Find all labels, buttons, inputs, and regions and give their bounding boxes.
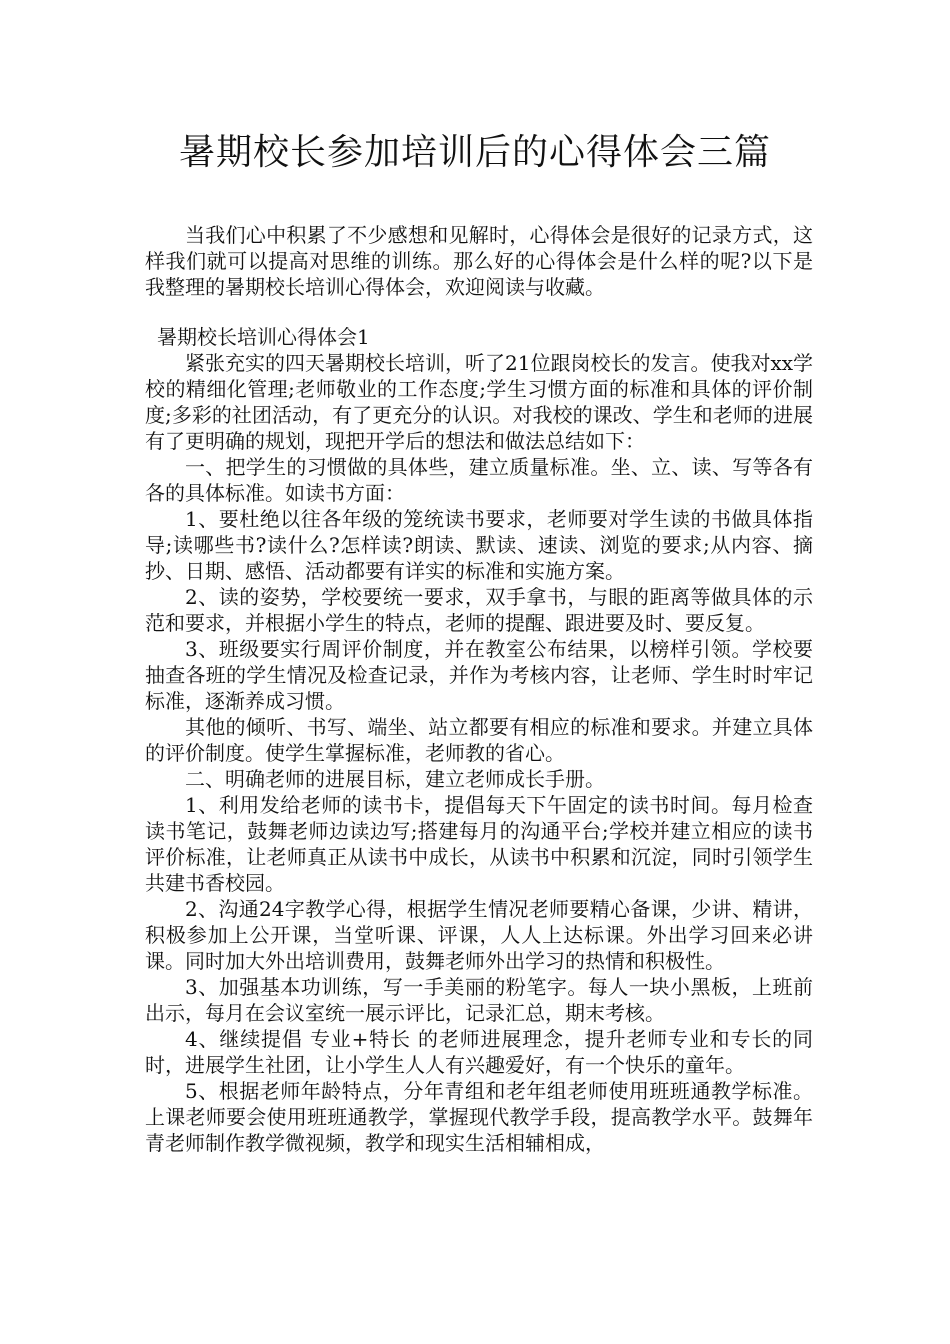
body-paragraph: 4、继续提倡 专业+特长 的老师进展理念，提升老师专业和专长的同时，进展学生社团，让小学生人人有兴趣爱好，有一个快乐的童年。	[145, 1027, 813, 1077]
body-paragraph: 2、沟通24字教学心得，根据学生情况老师要精心备课，少讲、精讲，积极参加上公开课，当堂听课、评课，人人上达标课。外出学习回来必讲课。同时加大外出培训费用，鼓舞老师外出学习的热情和积极性。	[145, 897, 813, 973]
body-paragraph: 1、要杜绝以往各年级的笼统读书要求，老师要对学生读的书做具体指导;读哪些书?读什么?怎样读?朗读、默读、速读、浏览的要求;从内容、摘抄、日期、感悟、活动都要有详实的标准和实施方案。	[145, 507, 813, 583]
body-paragraph: 紧张充实的四天暑期校长培训，听了21位跟岗校长的发言。使我对xx学校的精细化管理;老师敬业的工作态度;学生习惯方面的标准和具体的评价制度;多彩的社团活动，有了更充分的认识。对我校的课改、学生和老师的进展有了更明确的规划，现把开学后的想法和做法总结如下：	[145, 351, 814, 453]
body-paragraph: 二、明确老师的进展目标，建立老师成长手册。	[185, 767, 605, 791]
body-paragraph: 3、班级要实行周评价制度，并在教室公布结果，以榜样引领。学校要抽查各班的学生情况及检查记录，并作为考核内容，让老师、学生时时牢记标准，逐渐养成习惯。	[145, 637, 813, 713]
intro-paragraph: 当我们心中积累了不少感想和见解时，心得体会是很好的记录方式，这样我们就可以提高对思维的训练。那么好的心得体会是什么样的呢?以下是我整理的暑期校长培训心得体会，欢迎阅读与收藏。	[145, 223, 813, 299]
document-title: 暑期校长参加培训后的心得体会三篇	[178, 132, 771, 173]
body-paragraph: 一、把学生的习惯做的具体些，建立质量标准。坐、立、读、写等各有各的具体标准。如读书方面：	[145, 455, 813, 505]
body-paragraph: 2、读的姿势，学校要统一要求，双手拿书，与眼的距离等做具体的示范和要求，并根据小学生的特点，老师的提醒、跟进要及时、要反复。	[145, 585, 813, 635]
body-paragraph: 5、根据老师年龄特点，分年青组和老年组老师使用班班通教学标准。上课老师要会使用班班通教学，掌握现代教学手段，提高教学水平。鼓舞年青老师制作教学微视频，教学和现实生活相辅相成，	[145, 1079, 813, 1155]
section-heading: 暑期校长培训心得体会1	[157, 325, 370, 349]
body-paragraph: 3、加强基本功训练，写一手美丽的粉笔字。每人一块小黑板，上班前出示，每月在会议室统一展示评比，记录汇总，期末考核。	[145, 975, 813, 1025]
document-body	[145, 222, 813, 1156]
body-paragraph: 1、利用发给老师的读书卡，提倡每天下午固定的读书时间。每月检查读书笔记，鼓舞老师边读边写;搭建每月的沟通平台;学校并建立相应的读书评价标准，让老师真正从读书中成长，从读书中积累和沉淀，同时引领学生共建书香校园。	[145, 793, 813, 895]
body-paragraph: 其他的倾听、书写、端坐、站立都要有相应的标准和要求。并建立具体的评价制度。使学生掌握标准，老师教的省心。	[145, 715, 813, 765]
